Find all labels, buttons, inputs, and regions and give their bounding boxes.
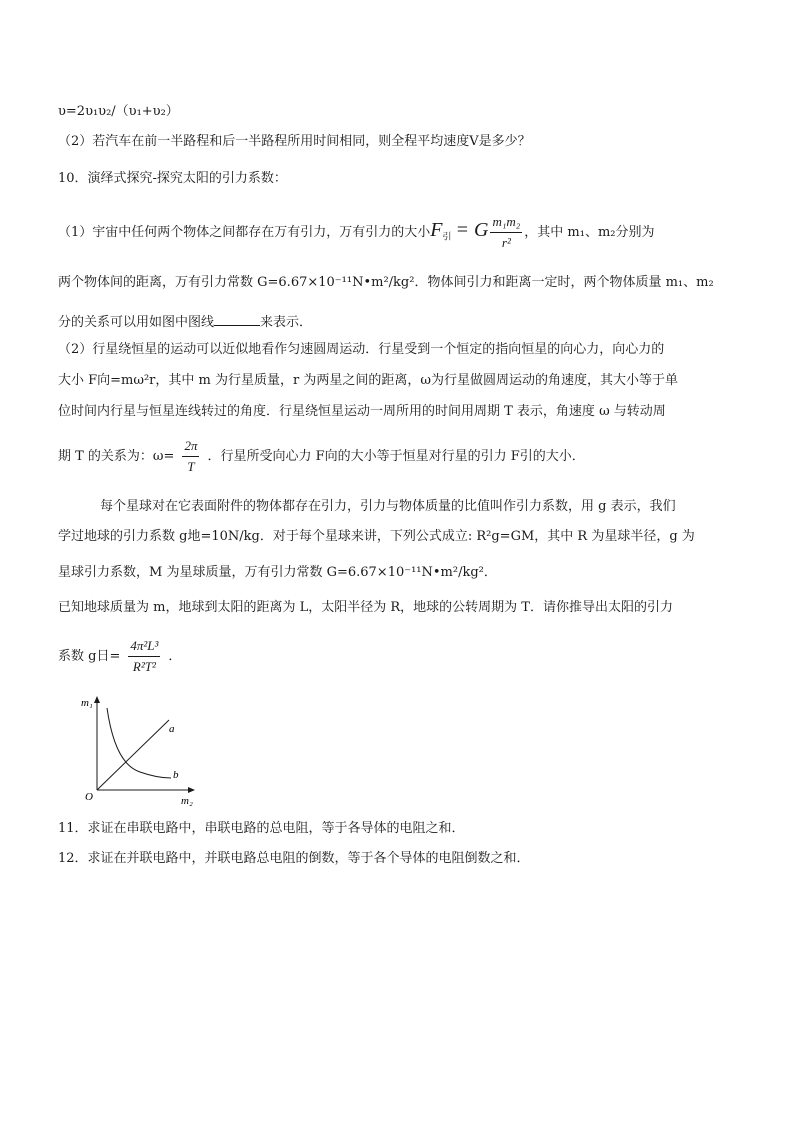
text-line-4a: （1）宇宙中任何两个物体之间都存在万有引力，万有引力的大小 — [58, 225, 431, 240]
question-10-heading: 10．演绎式探究-探究太阳的引力系数： — [58, 171, 287, 186]
text-line-4b: ，其中 m₁、m₂分别为 — [524, 225, 655, 240]
y-axis-label: m₁ — [81, 697, 93, 709]
gravity-formula-f: F — [430, 219, 443, 241]
blank-answer[interactable] — [214, 311, 260, 326]
text-line-10b: ．行星所受向心力 F向的大小等于恒星对行星的引力 F引的大小． — [207, 449, 585, 464]
text-line-8: 大小 F向=mω²r，其中 m 为行星质量，r 为两星之间的距离，ω为行星做圆周运动的角速度，其大小等于单 — [58, 373, 678, 388]
text-line-5: 两个物体间的距离，万有引力常数 G=6.67×10⁻¹¹N•m²/kg²．物体间引力和距离一定时，两个物体质量 m₁、m₂ — [58, 275, 714, 290]
text-line-6b: 来表示． — [260, 315, 313, 330]
question-12: 12．求证在并联电路中，并联电路总电阻的倒数，等于各个导体的电阻倒数之和． — [58, 851, 530, 866]
x-axis-arrow — [188, 787, 195, 793]
text-line-15b: ． — [168, 649, 182, 664]
m1-m2-graph — [81, 694, 205, 807]
y-axis-arrow — [94, 696, 100, 703]
omega-fraction-num: 2π — [182, 436, 199, 457]
text-line-4 — [58, 212, 655, 255]
gravity-fraction-den: r² — [501, 235, 511, 250]
question-11: 11．求证在串联电路中，串联电路的总电阻，等于各导体的电阻之和． — [58, 821, 465, 836]
omega-fraction — [182, 436, 199, 477]
text-line-15 — [58, 636, 181, 677]
origin-label: O — [85, 791, 93, 803]
text-line-14: 已知地球质量为 m，地球到太阳的距离为 L，太阳半径为 R，地球的公转周期为 T．请你推导出太阳的引力 — [58, 600, 673, 615]
text-line-7: （2）行星绕恒星的运动可以近似地看作匀速圆周运动．行星受到一个恒定的指向恒星的向心力，向心力的 — [58, 342, 665, 357]
text-line-15a: 系数 g日= — [58, 649, 121, 664]
graph-curve-b — [107, 708, 171, 778]
text-line-10 — [58, 436, 585, 477]
text-line-11: 每个星球对在它表面附件的物体都存在引力，引力与物体质量的比值叫作引力系数，用 g 表示，我们 — [100, 499, 676, 514]
text-line-13: 星球引力系数，M 为星球质量，万有引力常数 G=6.67×10⁻¹¹N•m²/kg²． — [58, 565, 497, 580]
line-b-label: b — [173, 769, 179, 781]
text-line-1: υ=2υ₁υ₂/（υ₁+υ₂） — [58, 104, 179, 119]
text-line-9: 位时间内行星与恒星连线转过的角度．行星绕恒星运动一周所用的时间用周期 T 表示，角速度 ω 与转动周 — [58, 404, 666, 419]
text-line-2: （2）若汽车在前一半路程和后一半路程所用时间相同，则全程平均速度V是多少？ — [58, 134, 531, 149]
text-line-12: 学过地球的引力系数 g地=10N/kg．对于每个星球来讲，下列公式成立: R²g=GM，其中 R 为星球半径，g 为 — [58, 529, 695, 544]
sun-g-fraction-den: R²T² — [132, 659, 156, 674]
text-line-6 — [58, 311, 312, 332]
line-a-label: a — [169, 723, 175, 735]
text-line-10a: 期 T 的关系为：ω= — [58, 449, 175, 464]
gravity-fraction — [490, 212, 522, 253]
sun-g-fraction-num: 4π²L³ — [128, 636, 160, 657]
x-axis-label: m₂ — [181, 795, 193, 807]
gravity-fraction-num: m₁m₂ — [490, 212, 522, 233]
text-line-6a: 分的关系可以用如图中图线 — [58, 315, 215, 330]
graph-line-a — [97, 720, 169, 790]
omega-fraction-den: T — [187, 459, 195, 474]
sun-g-fraction — [128, 636, 160, 677]
gravity-formula-eq: = G — [455, 219, 489, 241]
gravity-formula-f-sub: 引 — [442, 232, 452, 243]
